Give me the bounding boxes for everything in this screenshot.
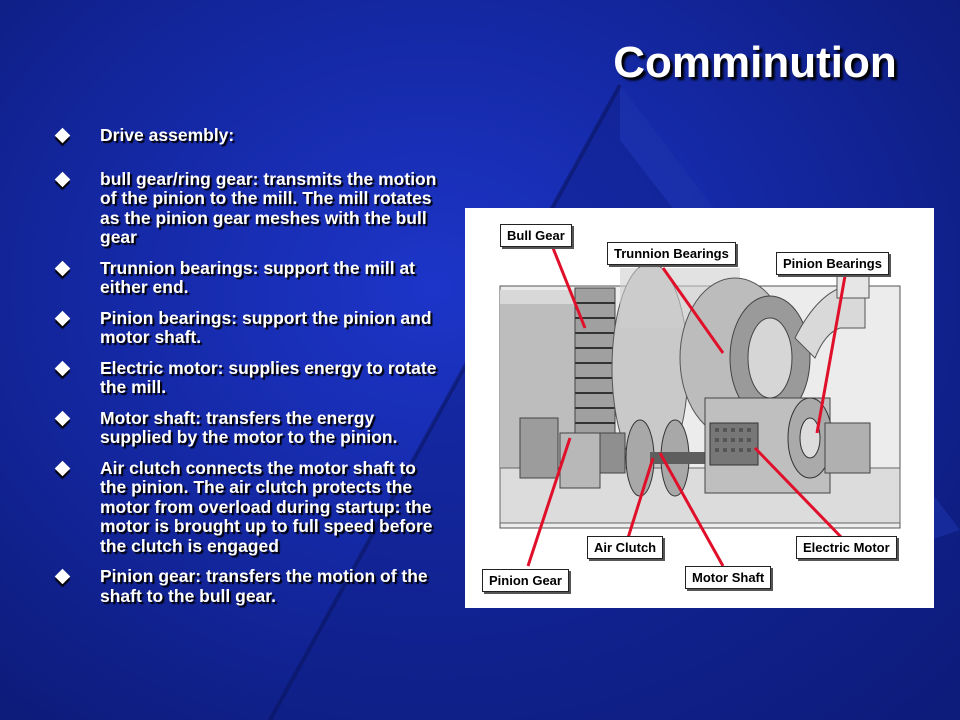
label-electric-motor: Electric Motor: [796, 536, 897, 559]
bullet-item: [52, 567, 447, 606]
bullet-text: Electric motor: supplies energy to rotate the mill.: [100, 357, 437, 397]
diamond-bullet-icon: [55, 410, 71, 426]
bullet-item: [52, 409, 447, 448]
bullet-text: Pinion bearings: support the pinion and motor shaft.: [100, 307, 432, 347]
diamond-bullet-icon: [55, 360, 71, 376]
mill-drive-diagram: [465, 208, 934, 608]
bullet-text: Air clutch connects the motor shaft to the pinion. The air clutch protects the motor from overload during startup: the motor is brought up to full speed before the clutch is engaged: [100, 457, 433, 556]
bullet-list: [52, 126, 447, 606]
label-motor-shaft: Motor Shaft: [685, 566, 771, 589]
label-trunnion-bearings: Trunnion Bearings: [607, 242, 736, 265]
bullet-text: bull gear/ring gear: transmits the motion of the pinion to the mill. The mill rotates as the pinion gear meshes with the bull gear: [100, 168, 437, 247]
bullet-item: [52, 170, 447, 248]
label-pinion-bearings: Pinion Bearings: [776, 252, 889, 275]
bullet-text: Pinion gear: transfers the motion of the shaft to the bull gear.: [100, 566, 428, 606]
diamond-bullet-icon: [55, 171, 71, 187]
bullet-text: Motor shaft: transfers the energy supplied by the motor to the pinion.: [100, 407, 398, 447]
bullet-text: Trunnion bearings: support the mill at either end.: [100, 257, 416, 297]
bullet-item: [52, 359, 447, 398]
bullet-item: [52, 126, 447, 146]
diamond-bullet-icon: [55, 310, 71, 326]
slide-title: Comminution: [613, 38, 897, 87]
label-bull-gear: Bull Gear: [500, 224, 572, 247]
label-air-clutch: Air Clutch: [587, 536, 663, 559]
bullet-item: [52, 459, 447, 557]
diamond-bullet-icon: [55, 128, 71, 144]
bullet-text: Drive assembly:: [100, 125, 235, 145]
bullet-item: [52, 309, 447, 348]
diamond-bullet-icon: [55, 460, 71, 476]
bullet-item: [52, 259, 447, 298]
diamond-bullet-icon: [55, 260, 71, 276]
label-pinion-gear: Pinion Gear: [482, 569, 569, 592]
diamond-bullet-icon: [55, 569, 71, 585]
